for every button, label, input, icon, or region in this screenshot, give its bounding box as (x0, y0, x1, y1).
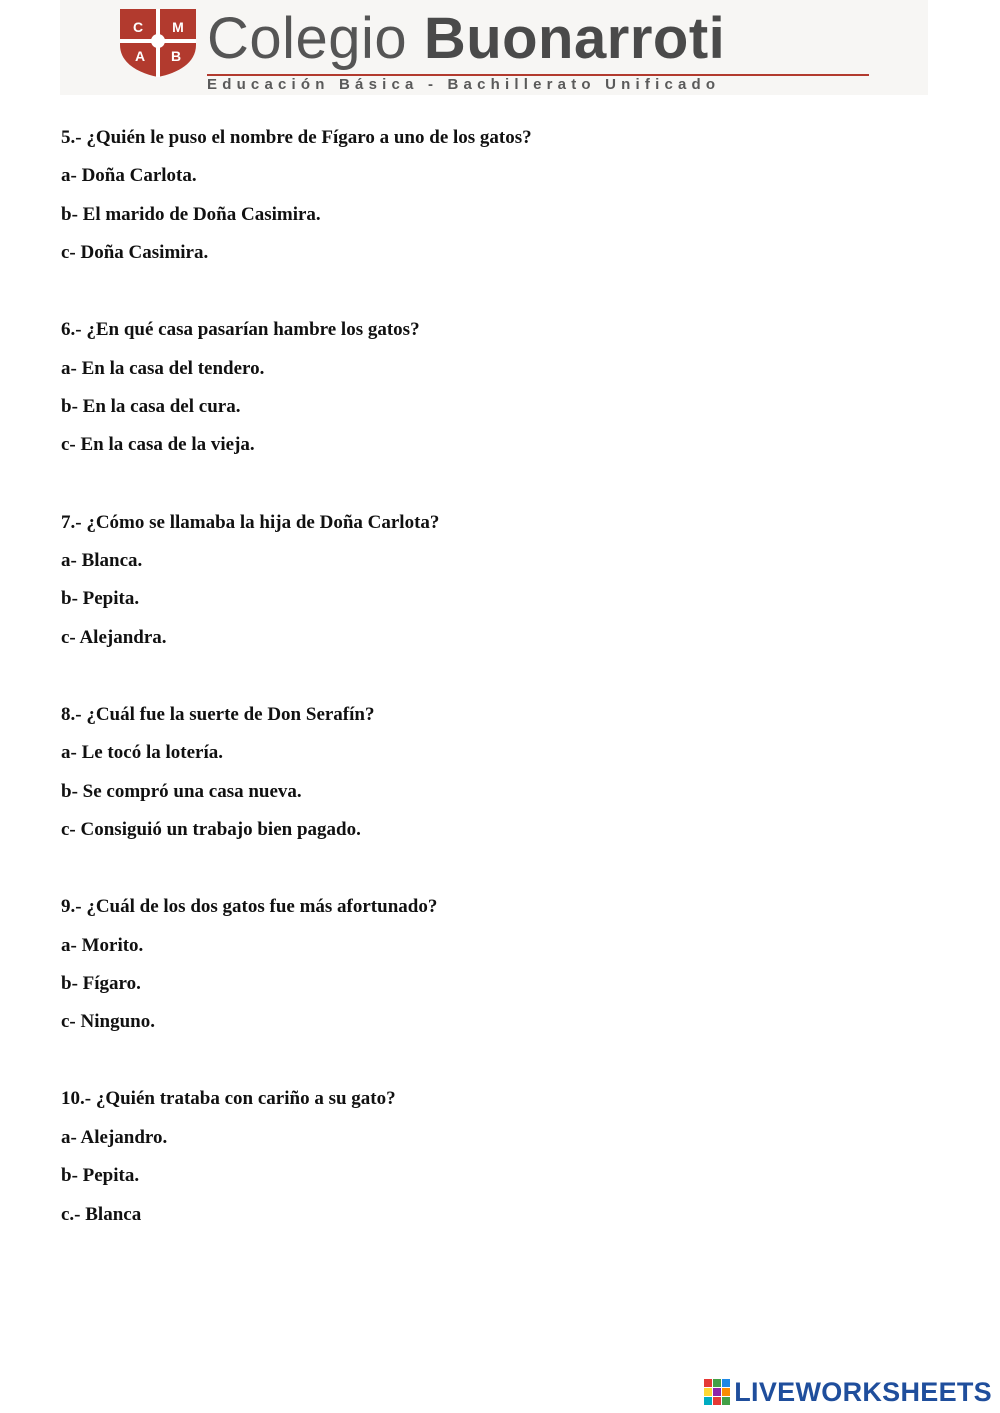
svg-text:M: M (172, 19, 184, 35)
answer-option-a[interactable]: a- En la casa del tendero. (61, 357, 265, 379)
school-name-light: Colegio (207, 6, 424, 71)
liveworksheets-brand[interactable] (704, 1374, 992, 1410)
answer-option-c[interactable]: c- Ninguno. (61, 1011, 155, 1033)
answer-option-c[interactable]: c- Alejandra. (61, 626, 167, 648)
question-9 (61, 888, 941, 1080)
question-prompt: 7.- ¿Cómo se llamaba la hija de Doña Carlota? (61, 511, 440, 533)
svg-text:C: C (132, 19, 144, 35)
answer-option-c[interactable]: c- Consiguió un trabajo bien pagado. (61, 819, 361, 841)
question-prompt: 6.- ¿En qué casa pasarían hambre los gatos? (61, 319, 420, 341)
question-prompt: 8.- ¿Cuál fue la suerte de Don Serafín? (61, 703, 375, 725)
school-name-bold: Buonarroti (423, 6, 726, 71)
question-6 (61, 311, 941, 503)
question-prompt: 5.- ¿Quién le puso el nombre de Fígaro a uno de los gatos? (61, 127, 532, 148)
answer-option-a[interactable]: a- Blanca. (61, 549, 143, 571)
school-header (60, 0, 928, 95)
question-10 (61, 1080, 941, 1272)
answer-option-b[interactable]: b- Fígaro. (61, 972, 141, 994)
answer-option-b[interactable]: b- Pepita. (61, 588, 140, 610)
school-subtitle: Educación Básica - Bachillerato Unificado (207, 76, 721, 93)
answer-option-b[interactable]: b- En la casa del cura. (61, 396, 241, 418)
liveworksheets-logo-icon (704, 1379, 730, 1405)
answer-option-c[interactable]: c- Doña Casimira. (61, 242, 209, 264)
liveworksheets-brand-text: LIVEWORKSHEETS (734, 1376, 992, 1407)
answer-option-a[interactable]: a- Alejandro. (61, 1126, 168, 1148)
answer-option-a[interactable]: a- Morito. (61, 934, 144, 956)
answer-option-a[interactable]: a- Le tocó la lotería. (61, 742, 223, 764)
answer-option-c[interactable]: c.- Blanca (61, 1203, 142, 1225)
question-5 (61, 119, 941, 311)
question-prompt: 9.- ¿Cuál de los dos gatos fue más afortunado? (61, 896, 438, 918)
answer-option-c[interactable]: c- En la casa de la vieja. (61, 434, 255, 456)
school-name (207, 6, 725, 72)
question-7 (61, 504, 941, 696)
answer-option-b[interactable]: b- El marido de Doña Casimira. (61, 203, 321, 225)
school-crest-logo (116, 5, 200, 79)
quiz-questions (61, 119, 941, 1273)
svg-text:B: B (170, 48, 182, 64)
svg-text:A: A (134, 48, 146, 64)
answer-option-a[interactable]: a- Doña Carlota. (61, 165, 197, 187)
answer-option-b[interactable]: b- Pepita. (61, 1165, 140, 1187)
answer-option-b[interactable]: b- Se compró una casa nueva. (61, 780, 302, 802)
question-prompt: 10.- ¿Quién trataba con cariño a su gato? (61, 1088, 396, 1110)
question-8 (61, 696, 941, 888)
